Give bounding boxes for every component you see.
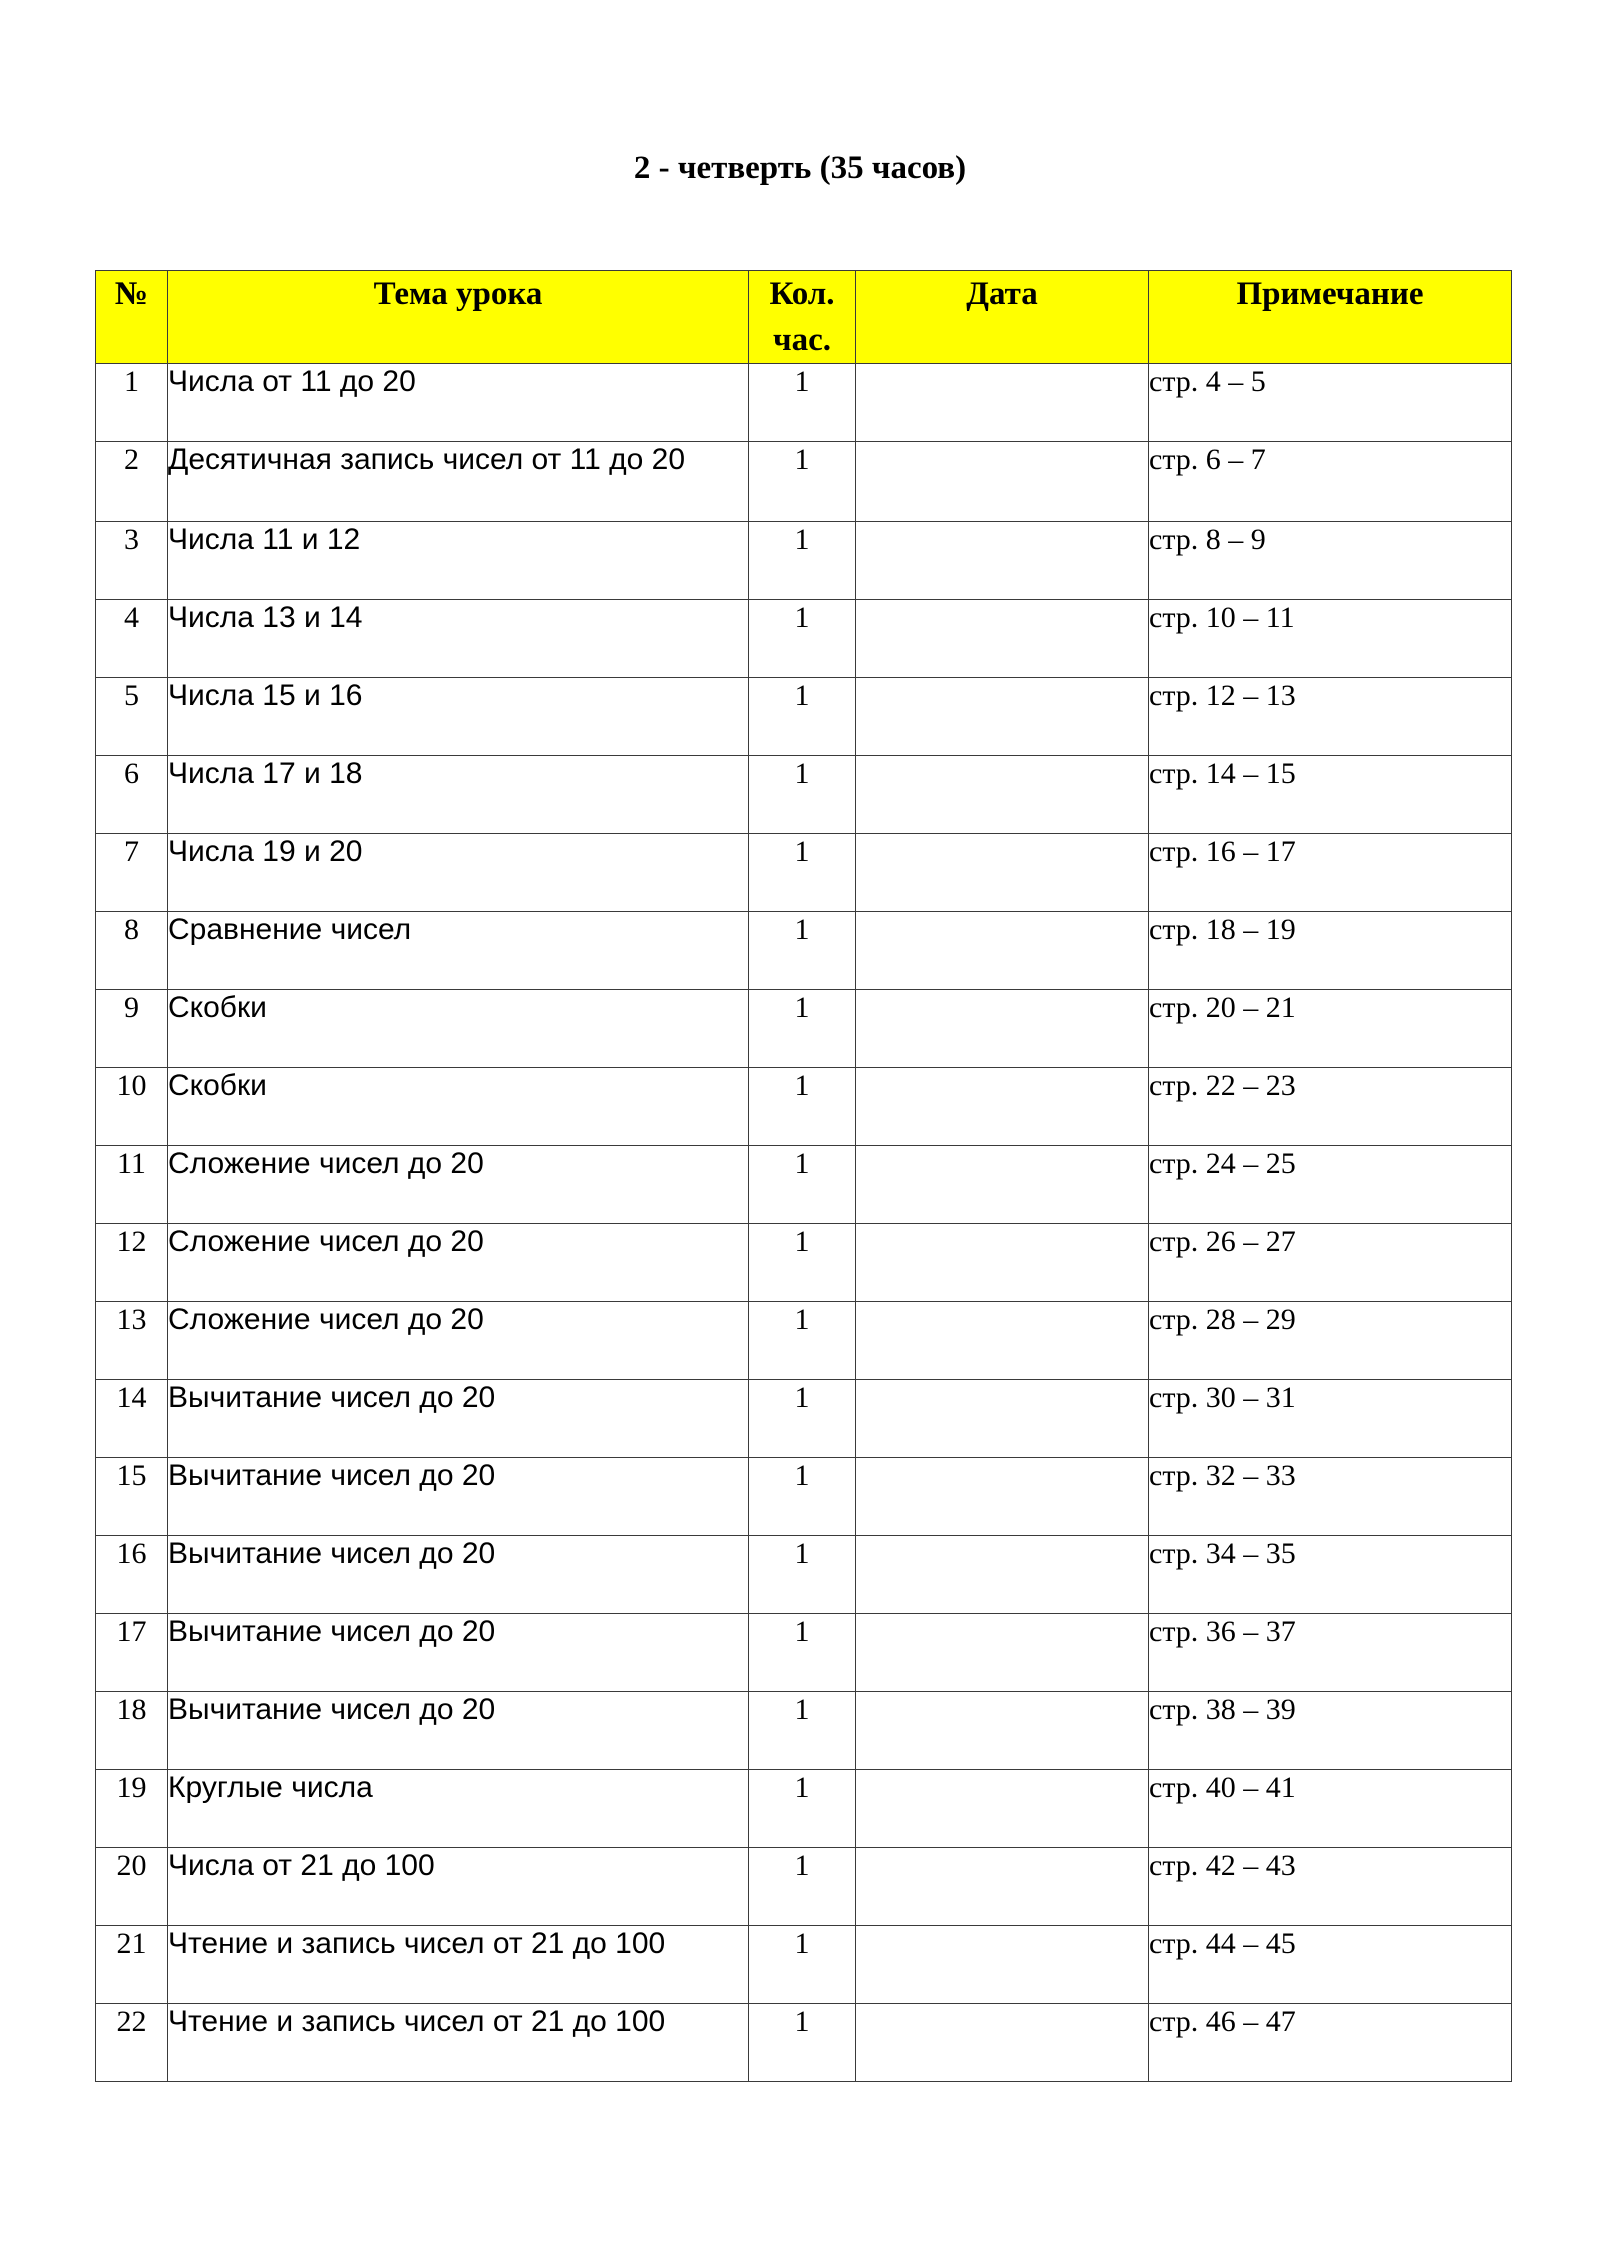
lesson-note: стр. 34 – 35 (1149, 1536, 1512, 1614)
lesson-note: стр. 36 – 37 (1149, 1614, 1512, 1692)
header-date: Дата (856, 271, 1149, 364)
lesson-number: 16 (96, 1536, 168, 1614)
lesson-hours: 1 (749, 678, 856, 756)
lesson-date (856, 600, 1149, 678)
lesson-hours: 1 (749, 1692, 856, 1770)
page-title: 2 - четверть (35 часов) (633, 150, 967, 186)
lesson-hours: 1 (749, 912, 856, 990)
lesson-number: 22 (96, 2004, 168, 2082)
lesson-date (856, 1536, 1149, 1614)
lesson-date (856, 678, 1149, 756)
lesson-date (856, 1302, 1149, 1380)
table-row (96, 1302, 1512, 1380)
lesson-number: 10 (96, 1068, 168, 1146)
lesson-number: 13 (96, 1302, 168, 1380)
lesson-date (856, 442, 1149, 522)
lesson-hours: 1 (749, 1536, 856, 1614)
lesson-hours: 1 (749, 1458, 856, 1536)
lesson-topic: Сложение чисел до 20 (168, 1146, 749, 1224)
lesson-number: 18 (96, 1692, 168, 1770)
lesson-hours: 1 (749, 1146, 856, 1224)
lesson-date (856, 1848, 1149, 1926)
table-row (96, 834, 1512, 912)
lesson-note: стр. 44 – 45 (1149, 1926, 1512, 2004)
lesson-date (856, 1380, 1149, 1458)
lesson-hours: 1 (749, 1380, 856, 1458)
lesson-hours: 1 (749, 522, 856, 600)
lesson-note: стр. 30 – 31 (1149, 1380, 1512, 1458)
lesson-note: стр. 28 – 29 (1149, 1302, 1512, 1380)
lesson-date (856, 1614, 1149, 1692)
table-row (96, 1614, 1512, 1692)
lesson-hours: 1 (749, 990, 856, 1068)
lesson-number: 2 (96, 442, 168, 522)
lesson-date (856, 990, 1149, 1068)
table-body (96, 364, 1512, 2082)
lesson-hours: 1 (749, 756, 856, 834)
lesson-topic: Числа 19 и 20 (168, 834, 749, 912)
lesson-note: стр. 4 – 5 (1149, 364, 1512, 442)
table-row (96, 1926, 1512, 2004)
table-row (96, 1848, 1512, 1926)
lesson-hours: 1 (749, 834, 856, 912)
lesson-date (856, 522, 1149, 600)
lesson-topic: Числа 11 и 12 (168, 522, 749, 600)
table-row (96, 912, 1512, 990)
lesson-number: 4 (96, 600, 168, 678)
lesson-note: стр. 24 – 25 (1149, 1146, 1512, 1224)
lesson-date (856, 1068, 1149, 1146)
lesson-number: 12 (96, 1224, 168, 1302)
lesson-number: 9 (96, 990, 168, 1068)
table-row (96, 522, 1512, 600)
lesson-topic: Числа 13 и 14 (168, 600, 749, 678)
lesson-hours: 1 (749, 1614, 856, 1692)
table-row (96, 1380, 1512, 1458)
lesson-note: стр. 10 – 11 (1149, 600, 1512, 678)
lesson-date (856, 1926, 1149, 2004)
table-row (96, 756, 1512, 834)
table-header-row (96, 271, 1512, 364)
lesson-topic: Чтение и запись чисел от 21 до 100 (168, 1926, 749, 2004)
table-row (96, 2004, 1512, 2082)
lesson-number: 8 (96, 912, 168, 990)
table-row (96, 990, 1512, 1068)
lesson-hours: 1 (749, 1224, 856, 1302)
lesson-topic: Круглые числа (168, 1770, 749, 1848)
header-number: № (96, 271, 168, 364)
lesson-date (856, 756, 1149, 834)
lesson-date (856, 364, 1149, 442)
lesson-note: стр. 32 – 33 (1149, 1458, 1512, 1536)
lesson-number: 11 (96, 1146, 168, 1224)
lesson-hours: 1 (749, 1302, 856, 1380)
lesson-number: 1 (96, 364, 168, 442)
lesson-note: стр. 14 – 15 (1149, 756, 1512, 834)
lesson-topic: Сложение чисел до 20 (168, 1302, 749, 1380)
table-row (96, 1146, 1512, 1224)
lesson-note: стр. 6 – 7 (1149, 442, 1512, 522)
lesson-number: 3 (96, 522, 168, 600)
lesson-hours: 1 (749, 2004, 856, 2082)
lesson-topic: Числа 15 и 16 (168, 678, 749, 756)
lesson-topic: Вычитание чисел до 20 (168, 1614, 749, 1692)
lesson-note: стр. 12 – 13 (1149, 678, 1512, 756)
lesson-topic: Скобки (168, 1068, 749, 1146)
table-row (96, 1068, 1512, 1146)
table-row (96, 1770, 1512, 1848)
lesson-number: 21 (96, 1926, 168, 2004)
lesson-number: 19 (96, 1770, 168, 1848)
lesson-note: стр. 8 – 9 (1149, 522, 1512, 600)
lesson-number: 17 (96, 1614, 168, 1692)
lesson-date (856, 1458, 1149, 1536)
table-row (96, 1692, 1512, 1770)
lesson-note: стр. 40 – 41 (1149, 1770, 1512, 1848)
lesson-note: стр. 16 – 17 (1149, 834, 1512, 912)
header-note: Примечание (1149, 271, 1512, 364)
lesson-hours: 1 (749, 1770, 856, 1848)
table-row (96, 442, 1512, 522)
lesson-topic: Сравнение чисел (168, 912, 749, 990)
lesson-number: 5 (96, 678, 168, 756)
lesson-note: стр. 42 – 43 (1149, 1848, 1512, 1926)
lesson-date (856, 2004, 1149, 2082)
lesson-topic: Числа от 11 до 20 (168, 364, 749, 442)
table-row (96, 1458, 1512, 1536)
lesson-topic: Вычитание чисел до 20 (168, 1692, 749, 1770)
lesson-number: 6 (96, 756, 168, 834)
lesson-date (856, 1770, 1149, 1848)
lesson-hours: 1 (749, 600, 856, 678)
lesson-hours: 1 (749, 442, 856, 522)
lesson-hours: 1 (749, 1848, 856, 1926)
lesson-date (856, 1692, 1149, 1770)
lesson-number: 14 (96, 1380, 168, 1458)
lesson-topic: Скобки (168, 990, 749, 1068)
lesson-topic: Вычитание чисел до 20 (168, 1380, 749, 1458)
lesson-note: стр. 38 – 39 (1149, 1692, 1512, 1770)
lesson-date (856, 1224, 1149, 1302)
lesson-plan-table (95, 270, 1512, 2082)
lesson-hours: 1 (749, 1068, 856, 1146)
lesson-topic: Вычитание чисел до 20 (168, 1458, 749, 1536)
lesson-number: 15 (96, 1458, 168, 1536)
lesson-topic: Числа 17 и 18 (168, 756, 749, 834)
header-hours: Кол. час. (749, 271, 856, 364)
table-row (96, 1224, 1512, 1302)
lesson-number: 7 (96, 834, 168, 912)
lesson-note: стр. 26 – 27 (1149, 1224, 1512, 1302)
lesson-number: 20 (96, 1848, 168, 1926)
lesson-note: стр. 46 – 47 (1149, 2004, 1512, 2082)
table-row (96, 364, 1512, 442)
lesson-date (856, 834, 1149, 912)
lesson-hours: 1 (749, 364, 856, 442)
lesson-note: стр. 22 – 23 (1149, 1068, 1512, 1146)
lesson-date (856, 1146, 1149, 1224)
lesson-date (856, 912, 1149, 990)
table-row (96, 678, 1512, 756)
table-row (96, 1536, 1512, 1614)
table-row (96, 600, 1512, 678)
lesson-topic: Вычитание чисел до 20 (168, 1536, 749, 1614)
lesson-hours: 1 (749, 1926, 856, 2004)
header-topic: Тема урока (168, 271, 749, 364)
lesson-note: стр. 18 – 19 (1149, 912, 1512, 990)
lesson-topic: Десятичная запись чисел от 11 до 20 (168, 442, 749, 522)
lesson-note: стр. 20 – 21 (1149, 990, 1512, 1068)
lesson-topic: Числа от 21 до 100 (168, 1848, 749, 1926)
lesson-topic: Чтение и запись чисел от 21 до 100 (168, 2004, 749, 2082)
lesson-topic: Сложение чисел до 20 (168, 1224, 749, 1302)
